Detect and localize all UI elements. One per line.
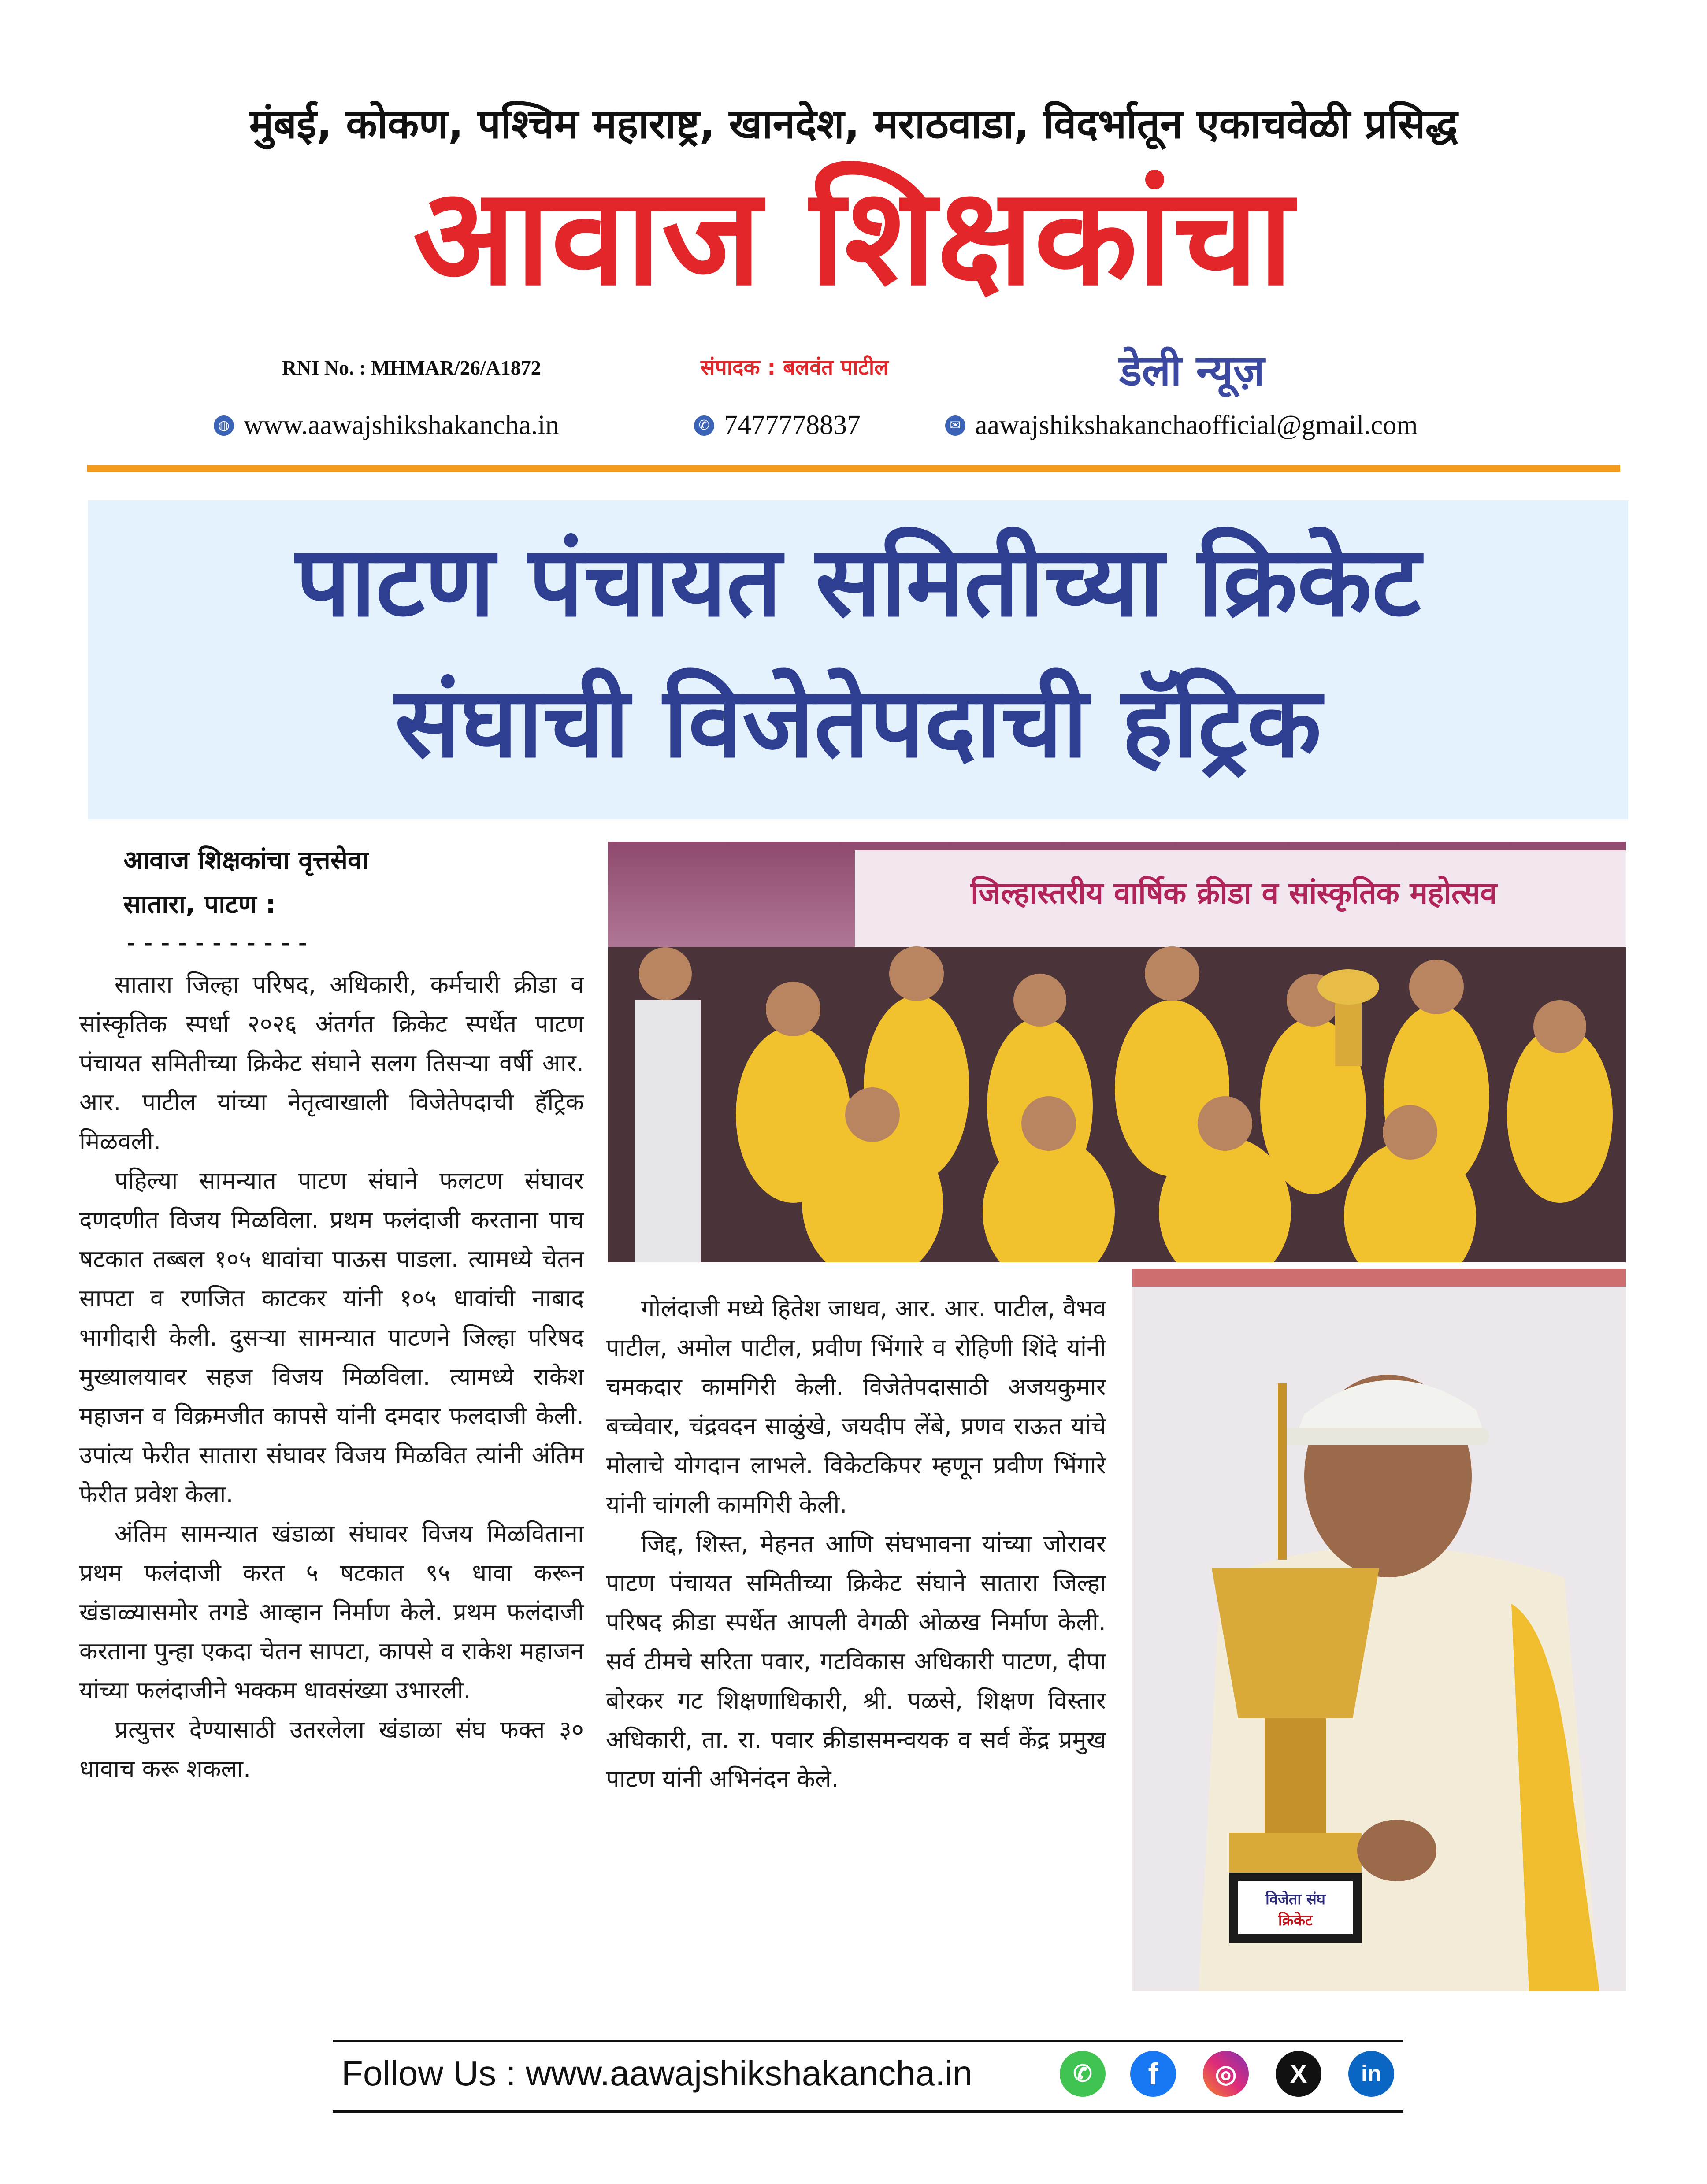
- rni-number: RNI No. : MHMAR/26/A1872: [282, 356, 541, 379]
- phone-text: 7477778837: [724, 410, 861, 440]
- x-icon[interactable]: X: [1276, 2051, 1321, 2097]
- email-contact[interactable]: [945, 410, 1418, 441]
- article-paragraph: पहिल्या सामन्यात पाटण संघाने फलटण संघावर दणदणीत विजय मिळविला. प्रथम फलंदाजी करताना पाच षटकात तब्बल १०५ धावांचा पाऊस पाडला. त्यामध्ये चेतन सापटा व रणजित काटकर यांनी १०५ धावांची नाबाद भागीदारी केली. दुसऱ्या सामन्यात पाटणने जिल्हा परिषद मुख्यालयावर सहज विजय मिळविला. त्यामध्ये राकेश महाजन व विक्रमजीत कापसे यांनी दमदार फलदाजी केली. उपांत्य फेरीत सातारा संघावर विजय मिळवित त्यांनी अंतिम फेरीत प्रवेश केला.: [79, 1167, 584, 1508]
- email-icon: ✉: [945, 415, 965, 436]
- player-trophy-photo: [1132, 1269, 1626, 1991]
- article-paragraph: अंतिम सामन्यात खंडाळा संघावर विजय मिळविताना प्रथम फलंदाजी करत ५ षटकात ९५ धावा करून खंडाळ्यासमोर तगडे आव्हान निर्माण केले. प्रथम फलंदाजी करताना पुन्हा एकदा चेतन सापटा, कापसे व राकेश महाजन यांच्या फलंदाजीने भक्कम धावसंख्या उभारली.: [79, 1520, 584, 1704]
- follow-us-text[interactable]: Follow Us : www.aawajshikshakancha.in: [341, 2054, 972, 2093]
- byline-rule: -----------: [123, 927, 312, 957]
- footer-divider-bottom: [333, 2110, 1403, 2113]
- trophy-label-1: विजेता संघ: [1265, 1891, 1326, 1908]
- phone-contact[interactable]: [694, 410, 861, 441]
- newspaper-title: आवाज शिक्षकांचा: [413, 159, 1294, 315]
- phone-icon: ✆: [694, 415, 714, 436]
- trophy-label-2: क्रिकेट: [1278, 1912, 1313, 1929]
- email-text: aawajshikshakanchaofficial@gmail.com: [975, 410, 1418, 440]
- footer-divider-top: [333, 2040, 1403, 2042]
- linkedin-icon[interactable]: in: [1348, 2051, 1394, 2097]
- article-column-1: [79, 965, 584, 1788]
- masthead-divider: [87, 465, 1620, 472]
- team-photo: [608, 842, 1626, 1262]
- masthead-tagline: मुंबई, कोकण, पश्चिम महाराष्ट्र, खानदेश, मराठवाडा, विदर्भातून एकाचवेळी प्रसिद्ध: [249, 100, 1458, 148]
- news-source: आवाज शिक्षकांचा वृत्तसेवा: [123, 845, 369, 875]
- headline-line-2: संघाची विजेतेपदाची हॅट्रिक: [395, 666, 1321, 779]
- article-paragraph: जिद्द, शिस्त, मेहनत आणि संघभावना यांच्या जोरावर पाटण पंचायत समितीच्या क्रिकेट संघाने सातारा जिल्हा परिषद क्रीडा स्पर्धेत आपली वेगळी ओळख निर्माण केली. सर्व टीमचे सरिता पवार, गटविकास अधिकारी पाटण, दीपा बोरकर गट शिक्षणाधिकारी, श्री. पळसे, शिक्षण विस्तार अधिकारी, ता. रा. पवार क्रीडासमन्वयक व सर्व केंद्र प्रमुख पाटण यांनी अभिनंदन केले.: [606, 1530, 1106, 1793]
- article-paragraph: प्रत्युत्तर देण्यासाठी उतरलेला खंडाळा संघ फक्त ३० धावाच करू शकला.: [79, 1716, 584, 1783]
- event-banner-text: जिल्हास्तरीय वार्षिक क्रीडा व सांस्कृतिक महोत्सव: [970, 876, 1497, 911]
- dateline-place: सातारा, पाटण :: [123, 889, 276, 919]
- article-paragraph: सातारा जिल्हा परिषद, अधिकारी, कर्मचारी क्रीडा व सांस्कृतिक स्पर्धा २०२६ अंतर्गत क्रिकेट स्पर्धेत पाटण पंचायत समितीच्या क्रिकेट संघाने सलग तिसऱ्या वर्षी आर. आर. पाटील यांच्या नेतृत्वाखाली विजेतेपदाची हॅट्रिक मिळवली.: [79, 971, 584, 1155]
- editor-credit: संपादक : बलवंत पाटील: [701, 355, 889, 380]
- whatsapp-icon[interactable]: ✆: [1060, 2051, 1106, 2097]
- facebook-icon[interactable]: f: [1130, 2051, 1176, 2097]
- edition-label: डेली न्यूज़: [1119, 346, 1265, 395]
- globe-icon: ◍: [214, 415, 234, 436]
- article-paragraph: गोलंदाजी मध्ये हितेश जाधव, आर. आर. पाटील, वैभव पाटील, अमोल पाटील, प्रवीण भिंगारे व रोहिणी शिंदे यांनी चमकदार कामगिरी केली. विजेतेपदासाठी अजयकुमार बच्चेवार, चंद्रवदन साळुंखे, जयदीप लेंबे, प्रणव राऊत यांचे मोलाचे योगदान लाभले. विकेटकिपर म्हणून प्रवीण भिंगारे यांनी चांगली कामगिरी केली.: [606, 1294, 1106, 1518]
- headline-line-1: पाटण पंचायत समितीच्या क्रिकेट: [295, 525, 1421, 638]
- article-column-2: [606, 1289, 1106, 1798]
- instagram-icon[interactable]: ◎: [1203, 2051, 1249, 2097]
- website-text: www.aawajshikshakancha.in: [244, 410, 559, 440]
- website-contact[interactable]: [214, 410, 559, 441]
